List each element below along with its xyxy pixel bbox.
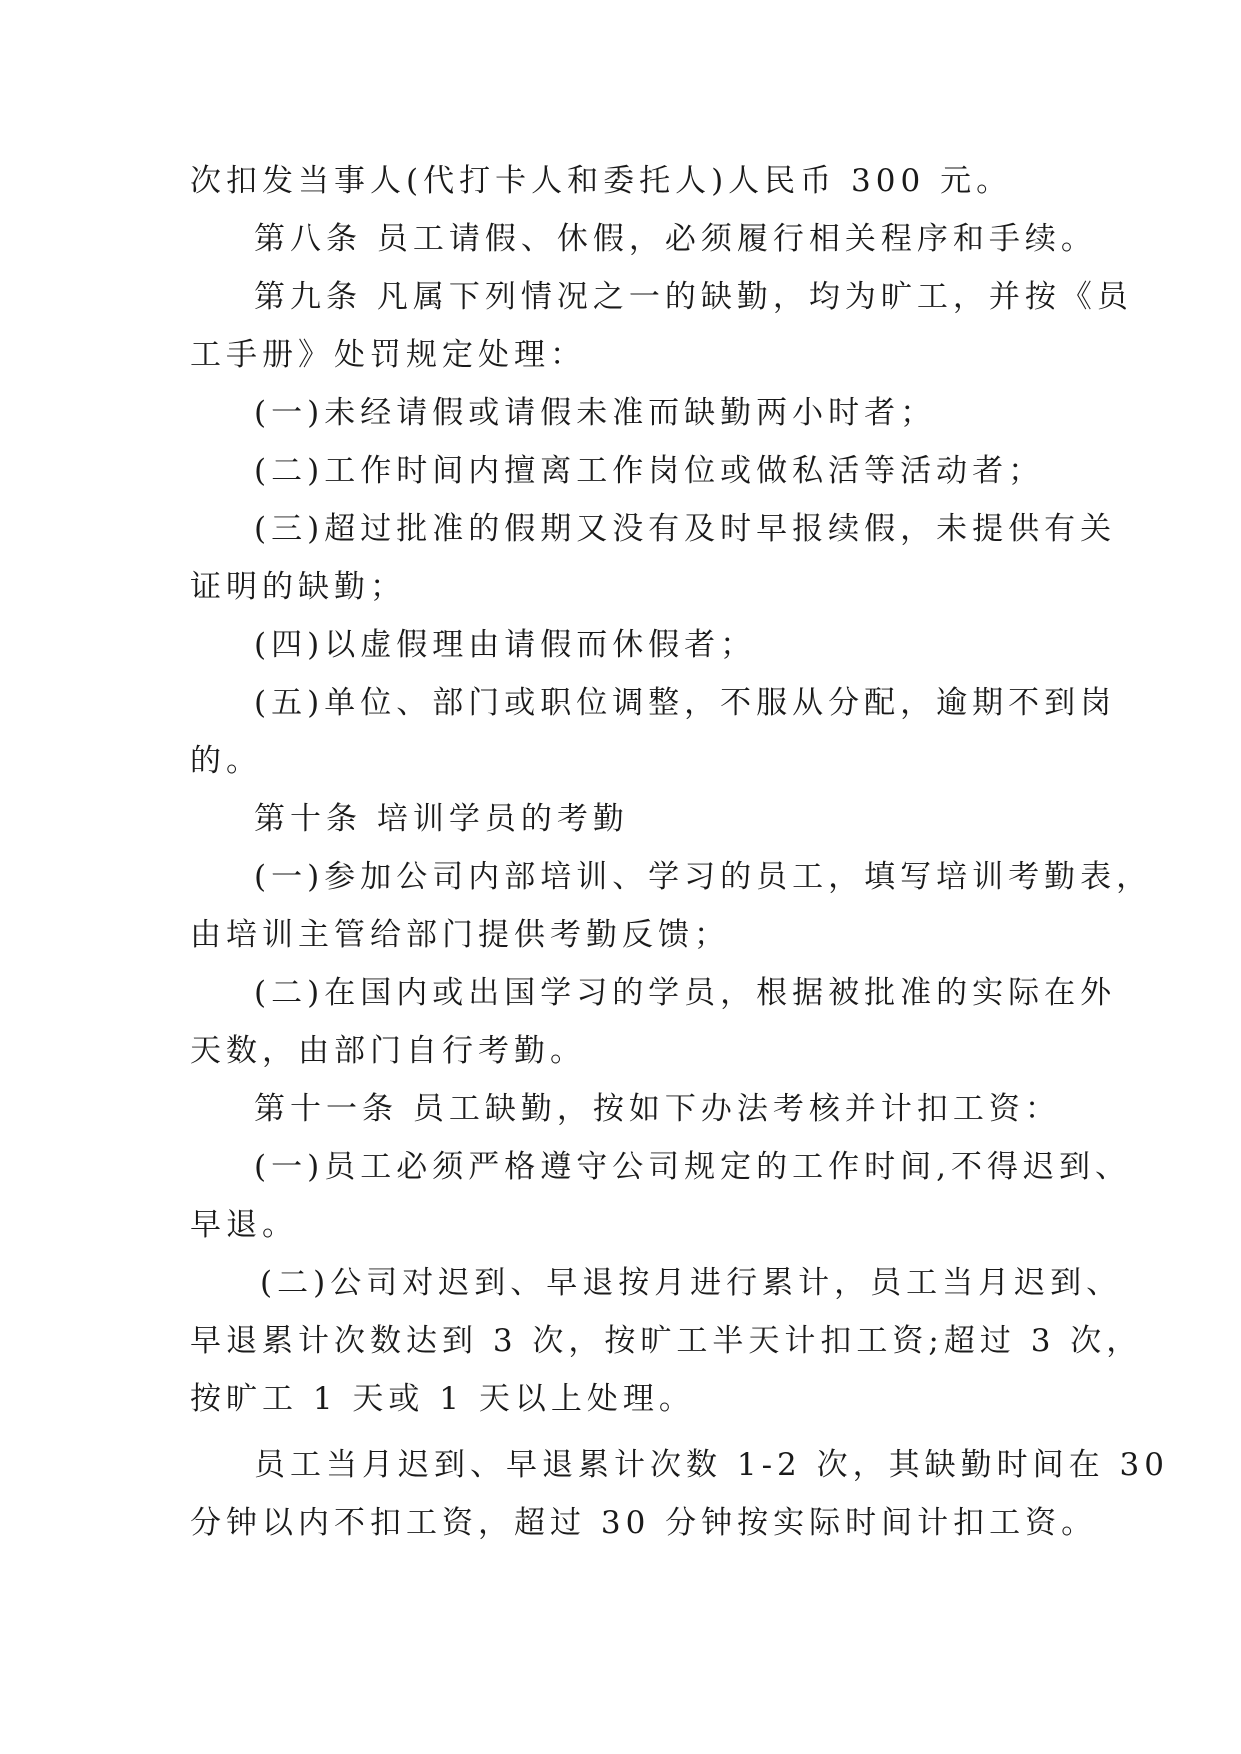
article-11: 第十一条 员工缺勤，按如下办法考核并计扣工资： [254, 1091, 1061, 1127]
text-line: 早退。 [190, 1207, 298, 1243]
text-line: 早退累计次数达到 3 次，按旷工半天计扣工资;超过 3 次， [190, 1323, 1143, 1359]
list-item: (三)超过批准的假期又没有及时早报续假，未提供有关 [254, 511, 1117, 547]
paragraph: 员工当月迟到、早退累计次数 1-2 次，其缺勤时间在 30 [254, 1447, 1169, 1483]
article-8: 第八条 员工请假、休假，必须履行相关程序和手续。 [254, 221, 1097, 257]
list-item: (二)在国内或出国学习的学员，根据被批准的实际在外 [254, 975, 1117, 1011]
text-line: 由培训主管给部门提供考勤反馈； [190, 917, 730, 953]
list-item: (四)以虚假理由请假而休假者； [254, 627, 757, 663]
list-item: (一)员工必须严格遵守公司规定的工作时间,不得迟到、 [254, 1149, 1132, 1185]
text-line: 证明的缺勤； [190, 569, 406, 605]
text-line: 天数，由部门自行考勤。 [190, 1033, 586, 1069]
list-item: (一)未经请假或请假未准而缺勤两小时者； [254, 395, 937, 431]
article-10: 第十条 培训学员的考勤 [254, 801, 629, 837]
article-9: 第九条 凡属下列情况之一的缺勤，均为旷工，并按《员 [254, 279, 1133, 315]
list-item: (一)参加公司内部培训、学习的员工，填写培训考勤表， [254, 859, 1153, 895]
document-body [190, 152, 1169, 1552]
text-line: 的。 [190, 743, 262, 779]
list-item: (二)公司对迟到、早退按月进行累计，员工当月迟到、 [260, 1265, 1123, 1301]
list-item: (五)单位、部门或职位调整，不服从分配，逾期不到岗 [254, 685, 1117, 721]
text-line: 工手册》处罚规定处理： [190, 337, 586, 373]
paragraph-gap [190, 1428, 1060, 1436]
text-line: 次扣发当事人(代打卡人和委托人)人民币 300 元。 [190, 163, 1013, 199]
text-line: 按旷工 1 天或 1 天以上处理。 [190, 1381, 695, 1417]
text-line: 分钟以内不扣工资，超过 30 分钟按实际时间计扣工资。 [190, 1505, 1098, 1541]
list-item: (二)工作时间内擅离工作岗位或做私活等活动者； [254, 453, 1045, 489]
